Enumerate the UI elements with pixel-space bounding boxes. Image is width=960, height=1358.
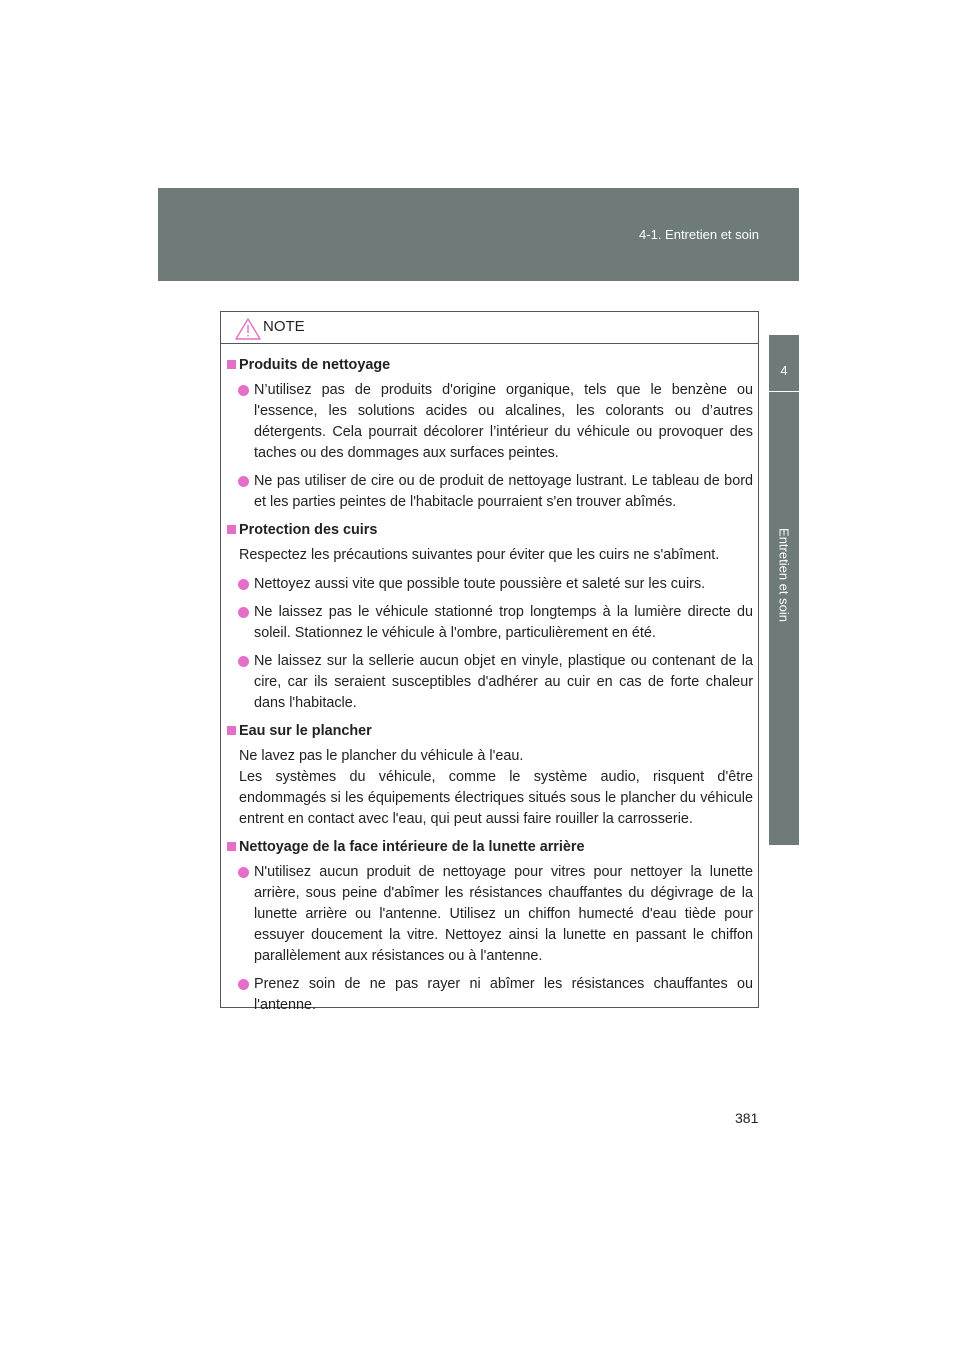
note-box bbox=[220, 311, 759, 1013]
circle-bullet-icon bbox=[238, 385, 249, 396]
bullet-item bbox=[227, 862, 753, 967]
text: N'utilisez aucun produit de nettoyage pour vitres pour nettoyer la lunette arrière, sous peine d'abîmer les résistances chauffantes du dégivrage de la lunette arrière ou l'antenne. Utilisez un chiffon humecté d'eau tiède pour essuyer doucement la vitre. Nettoyez ainsi la lunette en passant le chiffon parallèlement aux résistances ou à l'antenne. bbox=[254, 864, 753, 964]
text: Les systèmes du véhicule, comme le système audio, risquent d'être endommagés si les équipements électriques situés sous le plancher du véhicule entrent en contact avec l'eau, qui peut aussi faire rouiller la carrosserie. bbox=[239, 769, 753, 827]
section-heading-text: Produits de nettoyage bbox=[239, 357, 391, 373]
note-title: NOTE bbox=[263, 318, 305, 335]
section-heading-text: Nettoyage de la face intérieure de la lunette arrière bbox=[239, 839, 585, 855]
bullet-item bbox=[227, 602, 753, 644]
note-body bbox=[221, 344, 758, 1016]
chapter-tab bbox=[769, 335, 799, 845]
text: Ne lavez pas le plancher du véhicule à l'eau. bbox=[239, 748, 524, 764]
circle-bullet-icon bbox=[238, 656, 249, 667]
section-heading-text: Eau sur le plancher bbox=[239, 723, 372, 739]
chapter-number: 4 bbox=[780, 363, 788, 378]
section-heading bbox=[227, 355, 753, 376]
text: Ne laissez pas le véhicule stationné trop longtemps à la lumière directe du soleil. Stationnez le véhicule à l'ombre, particulièrement en été. bbox=[254, 604, 753, 641]
section-title: 4-1. Entretien et soin bbox=[639, 227, 759, 242]
circle-bullet-icon bbox=[238, 579, 249, 590]
bullet-item bbox=[227, 974, 753, 1016]
bullet-item bbox=[227, 651, 753, 714]
section-heading bbox=[227, 837, 753, 858]
circle-bullet-icon bbox=[238, 867, 249, 878]
warning-triangle-icon bbox=[234, 317, 262, 341]
circle-bullet-icon bbox=[238, 979, 249, 990]
text: N’utilisez pas de produits d'origine organique, tels que le benzène ou l'essence, les solutions acides ou alcalines, les colorants ou d’autres détergents. Cela pourrait décolorer l’intérieur du véhicule ou provoquer des taches ou des dommages aux surfaces peintes. bbox=[254, 382, 753, 461]
page-number: 381 bbox=[735, 1110, 759, 1126]
paragraph bbox=[227, 746, 753, 767]
bullet-item bbox=[227, 471, 753, 513]
square-bullet-icon bbox=[227, 726, 236, 735]
text: Ne laissez sur la sellerie aucun objet en vinyle, plastique ou contenant de la cire, car ils seraient susceptibles d'adhérer au cuir en cas de forte chaleur dans l'habitacle. bbox=[254, 653, 753, 711]
square-bullet-icon bbox=[227, 842, 236, 851]
section-heading bbox=[227, 721, 753, 742]
paragraph bbox=[227, 545, 753, 566]
note-header bbox=[221, 312, 758, 344]
text: Prenez soin de ne pas rayer ni abîmer les résistances chauffantes ou l'antenne. bbox=[254, 976, 753, 1013]
circle-bullet-icon bbox=[238, 607, 249, 618]
text: Nettoyez aussi vite que possible toute poussière et saleté sur les cuirs. bbox=[254, 576, 706, 592]
paragraph bbox=[227, 767, 753, 830]
bullet-item bbox=[227, 380, 753, 464]
square-bullet-icon bbox=[227, 360, 236, 369]
section-heading-text: Protection des cuirs bbox=[239, 522, 378, 538]
square-bullet-icon bbox=[227, 525, 236, 534]
text: Ne pas utiliser de cire ou de produit de nettoyage lustrant. Le tableau de bord et les parties peintes de l'habitacle pourraient s'en trouver abîmés. bbox=[254, 473, 753, 510]
section-heading bbox=[227, 520, 753, 541]
bullet-item bbox=[227, 574, 753, 595]
circle-bullet-icon bbox=[238, 476, 249, 487]
header-band bbox=[158, 188, 799, 281]
chapter-label: Entretien et soin bbox=[776, 528, 792, 622]
chapter-divider bbox=[769, 391, 799, 392]
text: Respectez les précautions suivantes pour éviter que les cuirs ne s'abîment. bbox=[239, 547, 720, 563]
